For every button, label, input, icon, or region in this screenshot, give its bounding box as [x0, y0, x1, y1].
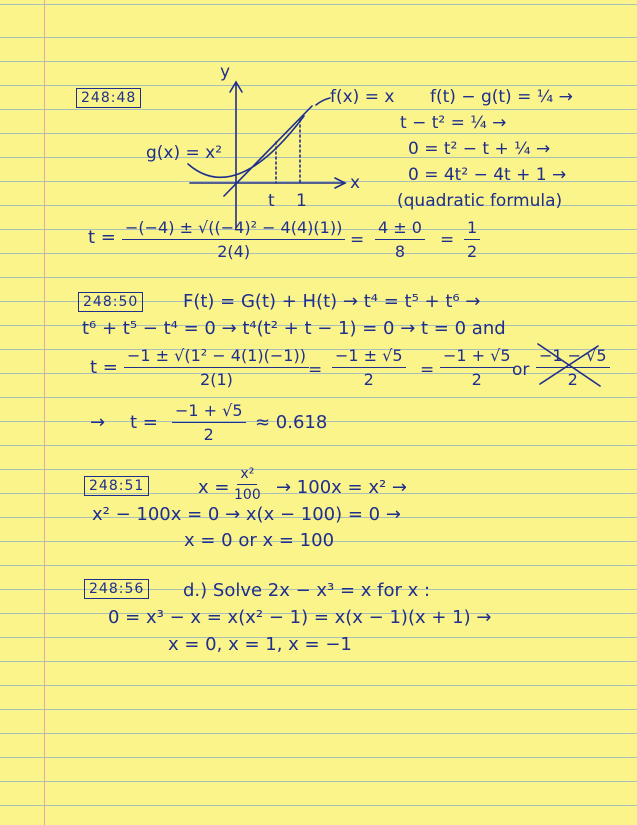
p51-line-3: x = 0 or x = 100 — [184, 530, 335, 551]
p48-eq-1: = — [350, 230, 365, 250]
p50-or: or — [512, 360, 530, 380]
p50-eq-1: = — [308, 360, 323, 380]
p50-frac-3-num: −1 + √5 — [440, 346, 514, 368]
p50-frac-1-den: 2(1) — [200, 370, 233, 389]
p48-frac-2-den: 8 — [394, 242, 406, 261]
p50-approx: ≈ 0.618 — [255, 412, 328, 433]
p50-frac-1-num: −1 ± √(1² − 4(1)(−1)) — [124, 346, 309, 368]
p48-step-1: f(t) − g(t) = ¼ → — [430, 87, 573, 107]
p50-arrow: → — [90, 412, 106, 433]
problem-48-label: 248:48 — [76, 88, 141, 108]
p48-frac-1-num: −(−4) ± √((−4)² − 4(4)(1)) — [122, 218, 345, 240]
p50-frac-5-num: −1 + √5 — [172, 401, 246, 423]
p51-frac-num: x² — [237, 466, 257, 485]
problem-50-label: 248:50 — [78, 292, 143, 312]
p50-frac-2-den: 2 — [363, 370, 374, 389]
p51-frac — [234, 466, 261, 503]
p48-frac-2-num: 4 ± 0 — [375, 218, 425, 240]
p50-frac-5-den: 2 — [203, 425, 214, 444]
p51-x-eq: x = — [198, 477, 230, 498]
p50-t-eq: t = — [90, 357, 118, 378]
x-axis-label: x — [350, 173, 361, 193]
tick-1: 1 — [296, 191, 307, 211]
p56-line-1: d.) Solve 2x − x³ = x for x : — [183, 580, 431, 601]
p48-step-4: 0 = 4t² − 4t + 1 → — [408, 165, 567, 185]
p48-frac-3-den: 2 — [467, 242, 478, 261]
p50-frac-5 — [172, 401, 246, 444]
p51-line-2: x² − 100x = 0 → x(x − 100) = 0 → — [92, 504, 401, 525]
p48-eq-2: = — [440, 230, 455, 250]
p50-frac-3-den: 2 — [471, 370, 482, 389]
tick-t: t — [268, 191, 275, 211]
p50-t-eq-2: t = — [130, 412, 158, 433]
p50-line-1: F(t) = G(t) + H(t) → t⁴ = t⁵ + t⁶ → — [183, 291, 481, 312]
p56-line-2: 0 = x³ − x = x(x² − 1) = x(x − 1)(x + 1) → — [108, 607, 492, 628]
p50-frac-4-den: 2 — [567, 370, 578, 389]
problem-56-label: 248:56 — [84, 579, 149, 599]
p50-frac-4-num: −1 − √5 — [536, 346, 610, 368]
p48-step-3: 0 = t² − t + ¼ → — [408, 139, 551, 159]
f-label: f(x) = x — [330, 87, 395, 107]
p51-line-1-rest: → 100x = x² → — [276, 477, 408, 498]
p48-frac-1-den: 2(4) — [217, 242, 251, 261]
p48-step-2: t − t² = ¼ → — [400, 113, 507, 133]
p50-frac-2-num: −1 ± √5 — [332, 346, 406, 368]
p50-line-2: t⁶ + t⁵ − t⁴ = 0 → t⁴(t² + t − 1) = 0 → t = 0 and — [82, 318, 506, 339]
p48-t-eq: t = — [88, 227, 116, 248]
p50-eq-2: = — [420, 360, 435, 380]
p51-frac-den: 100 — [234, 487, 261, 503]
p48-frac-3-num: 1 — [464, 218, 480, 240]
p56-line-3: x = 0, x = 1, x = −1 — [168, 634, 352, 655]
p48-step-5: (quadratic formula) — [397, 191, 563, 211]
y-axis-label: y — [220, 62, 231, 82]
g-label: g(x) = x² — [146, 143, 223, 163]
problem-51-label: 248:51 — [84, 476, 149, 496]
